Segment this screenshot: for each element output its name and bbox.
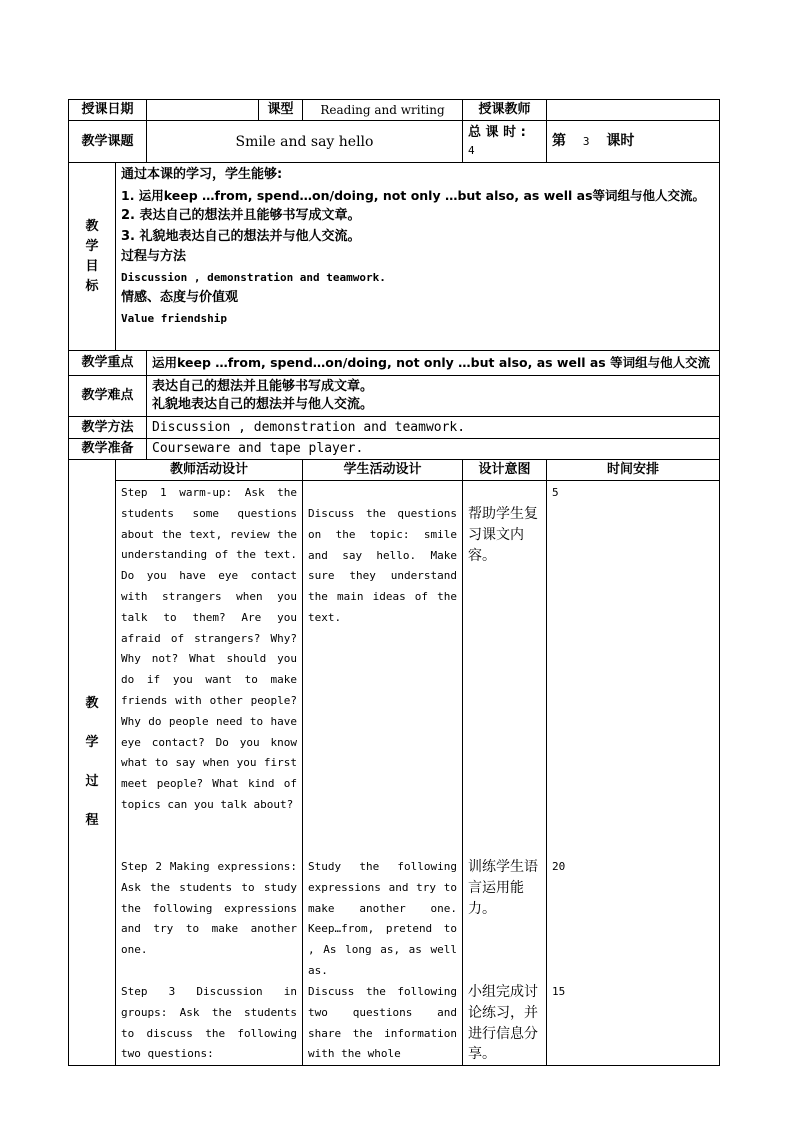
topic-value: Smile and say hello (147, 121, 463, 163)
preparation-row (69, 439, 720, 460)
current-period (547, 121, 720, 163)
teacher-value (547, 100, 720, 121)
topic-label: 教学课题 (69, 121, 147, 163)
step1-intent: 帮助学生复习课文内容。 (468, 506, 539, 564)
methods-row (69, 417, 720, 439)
step3-student: Discuss the following two questions and share the information with the whole (308, 985, 458, 1061)
date-label: 授课日期 (69, 100, 147, 121)
period-suffix: 课时 (606, 133, 635, 149)
objectives-row (69, 163, 720, 351)
objectives-label-char: 标 (85, 278, 99, 294)
teacher-label: 授课教师 (463, 100, 547, 121)
preparation-text: Courseware and tape player. (147, 439, 720, 460)
type-value: Reading and writing (303, 100, 463, 121)
col-header-intent: 设计意图 (463, 460, 547, 481)
teacher-activities (116, 481, 303, 1066)
objective-item: 2. 表达自己的想法并且能够书写成文章。 (121, 208, 361, 223)
objectives-intro: 通过本课的学习，学生能够: (121, 167, 283, 182)
process-header-row (69, 460, 720, 481)
process-title: 过程与方法 (121, 249, 187, 264)
process-label-char: 程 (85, 813, 99, 829)
time-allocation (547, 481, 720, 1066)
process-label-char: 过 (85, 774, 99, 790)
difficulty-line: 礼貌地表达自己的想法并与他人交流。 (152, 397, 374, 412)
period-number: 3 (582, 135, 590, 148)
step3-intent: 小组完成讨论练习，并进行信息分享。 (468, 984, 539, 1063)
step2-student: Study the following expressions and try to make another one. Keep…from, pretend to , As long as, as well as. (308, 860, 458, 977)
step3-teacher: Step 3 Discussion in groups: Ask the students to discuss the following two questions: (121, 985, 298, 1061)
key-points-label: 教学重点 (69, 351, 147, 376)
step1-time: 5 (552, 486, 559, 499)
difficulty-line: 表达自己的想法并且能够书写成文章。 (152, 379, 374, 394)
objective-item: 3. 礼貌地表达自己的想法并与他人交流。 (121, 228, 361, 244)
methods-text: Discussion , demonstration and teamwork. (147, 417, 720, 439)
type-label: 课型 (259, 100, 303, 121)
process-steps-row (69, 481, 720, 1066)
process-label (69, 460, 116, 1066)
lesson-plan-table (68, 99, 720, 1066)
total-periods-value: 4 (468, 143, 475, 157)
methods-label: 教学方法 (69, 417, 147, 439)
col-header-student: 学生活动设计 (303, 460, 463, 481)
difficulties-label: 教学难点 (69, 376, 147, 417)
step1-teacher: Step 1 warm-up: Ask the students some questions about the text, review the understanding of the text. Do you have eye contact with strangers when you talk to them? Are you afraid of strangers? Why? Why not? What should you do if you want to make friends with other people? Why do people need to have eye contact? Do you know what to say when you first meet people? What kind of topics can you talk about? (121, 486, 298, 811)
date-value (147, 100, 259, 121)
step2-teacher: Step 2 Making expressions: Ask the students to study the following expressions and try to make another one. (121, 860, 298, 957)
total-periods (463, 121, 547, 163)
objectives-content (116, 163, 720, 351)
student-activities (303, 481, 463, 1066)
objective-item: 1. 运用keep …from, spend…on/doing, not only …but also, as well as等词组与他人交流。 (121, 187, 706, 203)
objectives-label (69, 163, 116, 351)
total-periods-label: 总 课 时 : (468, 124, 526, 140)
col-header-time: 时间安排 (547, 460, 720, 481)
step2-time: 20 (552, 860, 566, 873)
objectives-label-char: 学 (85, 238, 99, 254)
process-label-char: 教 (85, 696, 99, 712)
difficulties-row (69, 376, 720, 417)
key-points-text: 运用keep …from, spend…on/doing, not only …but also, as well as 等词组与他人交流 (147, 351, 720, 376)
step2-intent: 训练学生语言运用能力。 (468, 859, 539, 917)
step1-student: Discuss the questions on the topic: smile and say hello. Make sure they understand the main ideas of the text. (308, 507, 458, 624)
key-points-row (69, 351, 720, 376)
period-prefix: 第 (552, 133, 567, 149)
topic-row (69, 121, 720, 163)
header-row (69, 100, 720, 121)
objectives-label-char: 教 (85, 218, 99, 234)
objectives-label-char: 目 (85, 258, 99, 274)
step3-time: 15 (552, 985, 566, 998)
preparation-label: 教学准备 (69, 439, 147, 460)
attitude-text: Value friendship (121, 311, 227, 325)
attitude-title: 情感、态度与价值观 (121, 290, 239, 305)
col-header-teacher: 教师活动设计 (116, 460, 303, 481)
process-label-char: 学 (85, 735, 99, 751)
design-intent (463, 481, 547, 1066)
difficulties-text (147, 376, 720, 417)
process-text: Discussion , demonstration and teamwork. (121, 270, 386, 284)
